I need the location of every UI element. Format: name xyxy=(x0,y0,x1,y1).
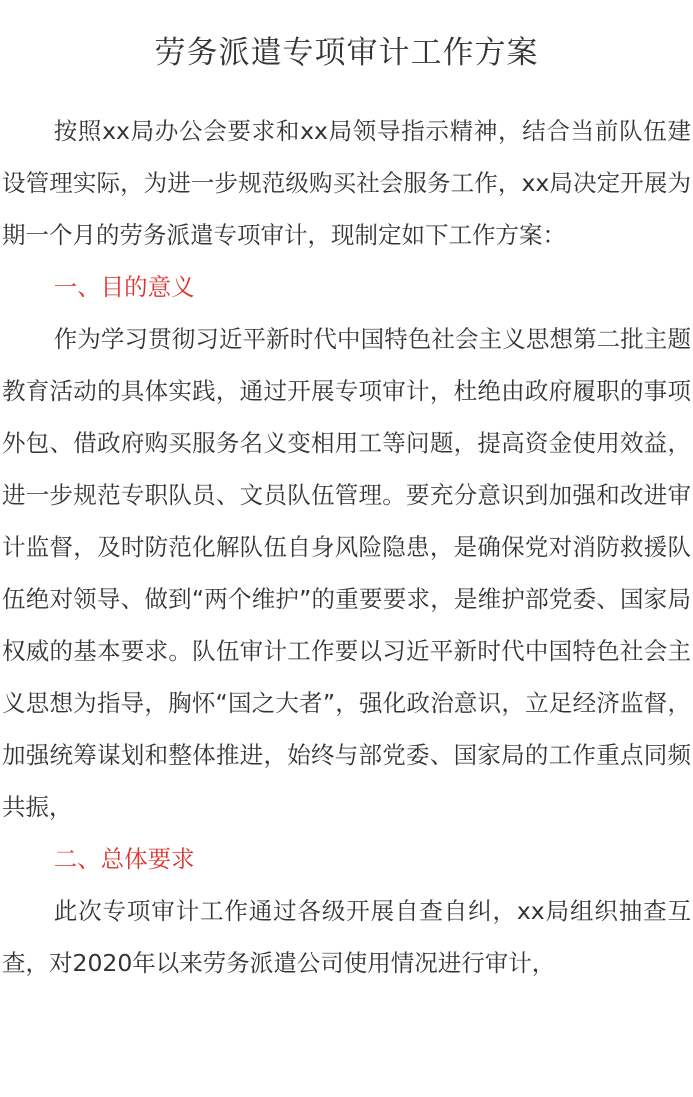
section-paragraph-purpose: 作为学习贯彻习近平新时代中国特色社会主义思想第二批主题教育活动的具体实践，通过开展专项审计，杜绝由政府履职的事项外包、借政府购买服务名义变相用工等问题，提高资金使用效益，进一步规范专职队员、文员队伍管理。要充分意识到加强和改进审计监督，及时防范化解队伍自身风险隐患，是确保党对消防救援队伍绝对领导、做到“两个维护”的重要要求，是维护部党委、国家局权威的基本要求。队伍审计工作要以习近平新时代中国特色社会主义思想为指导，胸怀“国之大者”，强化政治意识，立足经济监督，加强统筹谋划和整体推进，始终与部党委、国家局的工作重点同频共振， xyxy=(2,325,691,821)
document-body xyxy=(2,105,691,989)
intro-paragraph: 按照xx局办公会要求和xx局领导指示精神，结合当前队伍建设管理实际，为进一步规范级购买社会服务工作，xx局决定开展为期一个月的劳务派遣专项审计，现制定如下工作方案： xyxy=(2,117,691,249)
section-paragraph-requirements: 此次专项审计工作通过各级开展自查自纠，xx局组织抽查互查，对2020年以来劳务派遣公司使用情况进行审计， xyxy=(2,897,691,977)
section-heading-requirements: 二、总体要求 xyxy=(53,845,195,873)
section-heading-purpose: 一、目的意义 xyxy=(53,273,195,301)
document-title: 劳务派遣专项审计工作方案 xyxy=(154,35,539,71)
